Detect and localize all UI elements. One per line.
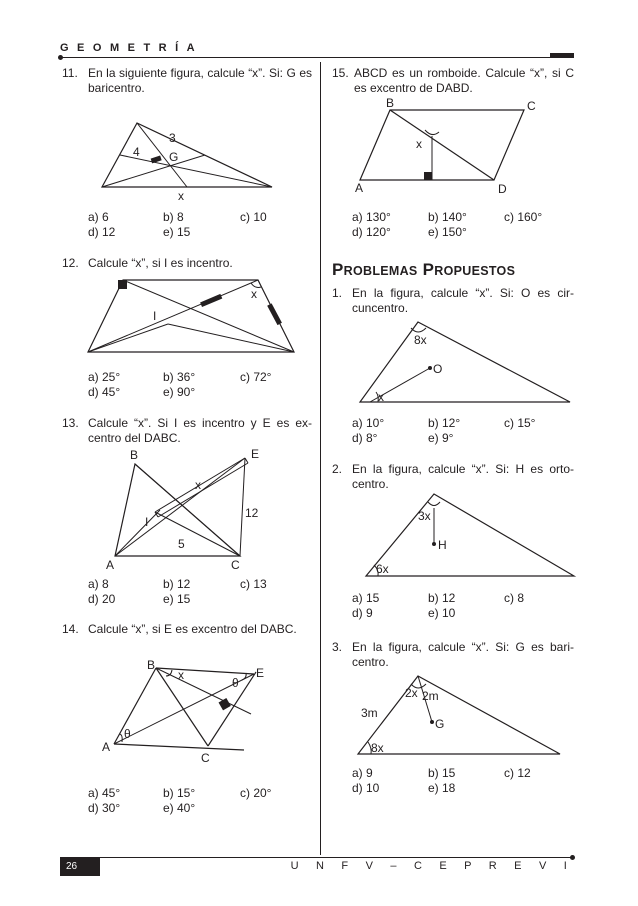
option-e[interactable]: e) 15: [163, 225, 191, 239]
label-8x: 8x: [414, 333, 427, 347]
question-text: En la figura, calcule “x”. Si: G es bari-centro.: [352, 640, 574, 669]
option-d[interactable]: d) 120°: [352, 225, 391, 239]
label-d: D: [498, 182, 507, 196]
option-d[interactable]: d) 9: [352, 606, 373, 620]
figure-q13: [100, 446, 300, 576]
label-i: I: [153, 309, 157, 323]
option-c[interactable]: c) 160°: [504, 210, 543, 224]
option-e[interactable]: e) 90°: [163, 385, 196, 399]
footer-brand: U N F V – C E P R E V I: [290, 860, 574, 872]
question-14: [62, 622, 312, 637]
question-number: 2.: [332, 462, 343, 476]
option-e[interactable]: e) 10: [428, 606, 456, 620]
label-x: x: [251, 287, 257, 301]
label-a: A: [106, 558, 115, 572]
option-c[interactable]: c) 12: [504, 766, 531, 780]
label-3x: 3x: [418, 509, 431, 523]
option-b[interactable]: b) 12: [428, 591, 456, 605]
question-11: [62, 66, 312, 96]
question-text: En la figura, calcule “x”. Si: O es cir-cuncentro.: [352, 286, 574, 315]
question-number: 14.: [62, 622, 79, 636]
question-number: 12.: [62, 256, 79, 270]
label-2x: 2x: [405, 686, 418, 700]
header-bar: [550, 53, 574, 57]
label-a: A: [102, 740, 111, 754]
question-number: 11.: [62, 66, 78, 80]
question-15: [332, 66, 574, 96]
question-text: En la siguiente figura, calcule “x”. Si: G es baricentro.: [88, 66, 312, 95]
label-6x: 6x: [376, 562, 389, 576]
problem-1: [332, 286, 574, 316]
footer-rule: [60, 857, 574, 858]
column-divider: [320, 62, 321, 855]
option-e[interactable]: e) 9°: [428, 431, 454, 445]
option-e[interactable]: e) 150°: [428, 225, 467, 239]
header-title: GEOMETRÍA: [60, 42, 204, 54]
option-c[interactable]: c) 10: [240, 210, 267, 224]
option-d[interactable]: d) 20: [88, 592, 116, 606]
option-e[interactable]: e) 15: [163, 592, 191, 606]
label-theta-a: θ: [124, 727, 131, 741]
option-b[interactable]: b) 12°: [428, 416, 461, 430]
label-b: B: [147, 658, 156, 672]
label-c: C: [201, 751, 210, 765]
figure-p1: [356, 316, 576, 406]
label-3: 3: [169, 131, 176, 145]
label-x: x: [378, 390, 384, 404]
question-text: Calcule “x”, si E es excentro del DABC.: [88, 622, 297, 636]
question-number: 3.: [332, 640, 343, 654]
option-d[interactable]: d) 45°: [88, 385, 121, 399]
problem-2: [332, 462, 574, 492]
label-g: G: [169, 150, 179, 164]
question-text: ABCD es un romboide. Calcule “x”, si C es excentro de DABD.: [354, 66, 574, 95]
option-a[interactable]: a) 130°: [352, 210, 391, 224]
figure-q15: [352, 96, 552, 196]
question-text: Calcule “x”, si I es incentro.: [88, 256, 233, 270]
option-d[interactable]: d) 30°: [88, 801, 121, 815]
option-e[interactable]: e) 18: [428, 781, 456, 795]
question-12: [62, 256, 312, 271]
label-h: H: [438, 538, 447, 552]
option-a[interactable]: a) 8: [88, 577, 109, 591]
label-x: x: [416, 137, 422, 151]
label-e: E: [256, 666, 265, 680]
question-text: Calcule “x”. Si I es incentro y E es ex-centro del DABC.: [88, 416, 312, 445]
label-12: 12: [245, 506, 259, 520]
figure-p3: [356, 670, 576, 760]
question-number: 1.: [332, 286, 343, 300]
option-a[interactable]: a) 10°: [352, 416, 385, 430]
option-c[interactable]: c) 8: [504, 591, 525, 605]
label-x: x: [195, 478, 201, 492]
label-a: A: [355, 181, 364, 195]
label-b: B: [130, 448, 139, 462]
question-13: [62, 416, 312, 446]
label-x: x: [178, 189, 184, 203]
option-a[interactable]: a) 6: [88, 210, 109, 224]
label-g: G: [435, 717, 445, 731]
question-number: 13.: [62, 416, 79, 430]
label-8x: 8x: [371, 741, 384, 755]
option-b[interactable]: b) 140°: [428, 210, 467, 224]
option-c[interactable]: c) 13: [240, 577, 267, 591]
figure-q12: [88, 276, 308, 356]
option-d[interactable]: d) 10: [352, 781, 380, 795]
section-heading: PROBLEMAS PROPUESTOS: [332, 260, 516, 279]
label-e: E: [251, 447, 260, 461]
option-b[interactable]: b) 12: [163, 577, 191, 591]
option-a[interactable]: a) 9: [352, 766, 373, 780]
label-x: x: [178, 668, 184, 682]
option-e[interactable]: e) 40°: [163, 801, 196, 815]
label-theta-e: θ: [232, 676, 239, 690]
label-i: I: [145, 515, 149, 529]
label-2m: 2m: [422, 689, 439, 703]
option-b[interactable]: b) 15: [428, 766, 456, 780]
question-text: En la figura, calcule “x”. Si: H es orto-centro.: [352, 462, 574, 491]
header-rule: [60, 57, 574, 58]
label-c: C: [231, 558, 240, 572]
figure-q11: [85, 112, 285, 202]
figure-p2: [360, 492, 580, 592]
label-5: 5: [178, 537, 185, 551]
page-number: 26: [60, 858, 100, 876]
option-b[interactable]: b) 8: [163, 210, 184, 224]
question-number: 15.: [332, 66, 349, 80]
option-a[interactable]: a) 45°: [88, 786, 121, 800]
option-c[interactable]: c) 15°: [504, 416, 536, 430]
option-a[interactable]: a) 25°: [88, 370, 121, 384]
label-o: O: [433, 362, 443, 376]
label-b: B: [386, 96, 395, 110]
option-c[interactable]: c) 20°: [240, 786, 272, 800]
option-d[interactable]: d) 12: [88, 225, 116, 239]
label-3m: 3m: [361, 706, 378, 720]
option-a[interactable]: a) 15: [352, 591, 380, 605]
figure-q14: [96, 654, 296, 774]
problem-3: [332, 640, 574, 670]
label-c: C: [527, 99, 536, 113]
option-b[interactable]: b) 15°: [163, 786, 196, 800]
option-b[interactable]: b) 36°: [163, 370, 196, 384]
option-c[interactable]: c) 72°: [240, 370, 272, 384]
option-d[interactable]: d) 8°: [352, 431, 378, 445]
label-4: 4: [133, 145, 140, 159]
